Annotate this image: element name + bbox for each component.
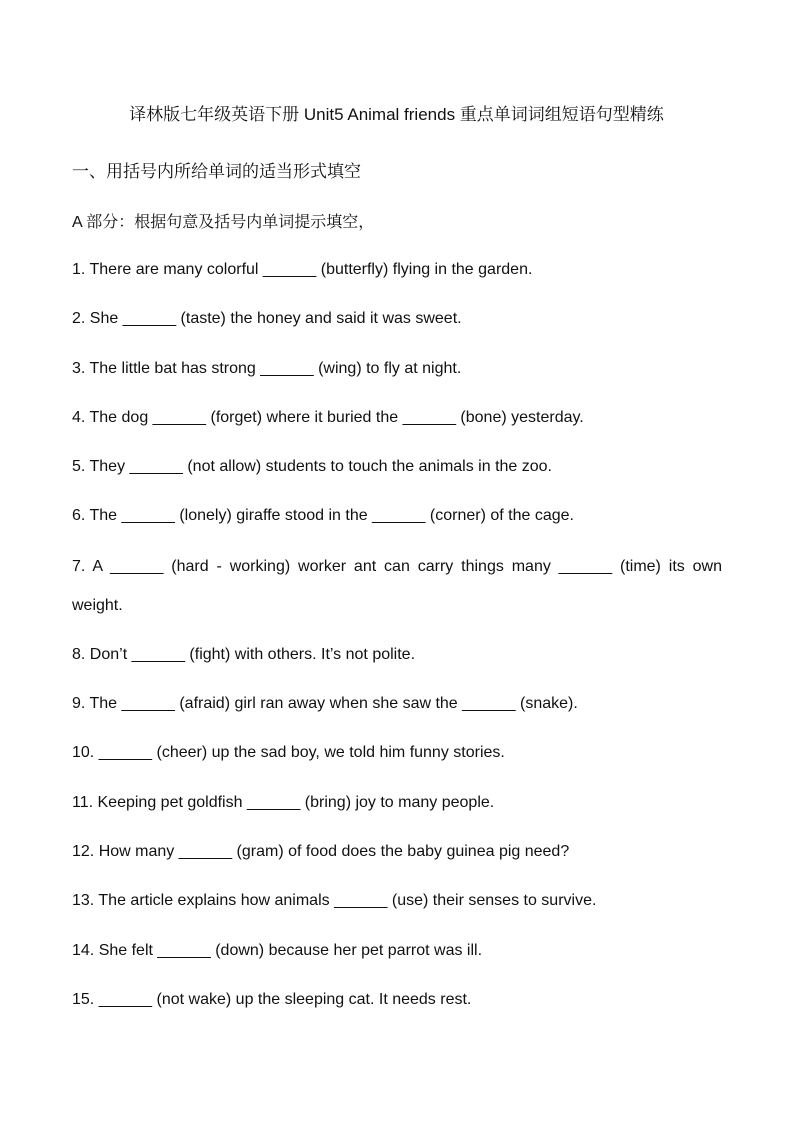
question-list bbox=[72, 258, 722, 1037]
question-item: 4. The dog ______ (forget) where it buried the ______ (bone) yesterday. bbox=[72, 408, 584, 426]
question-item: 6. The ______ (lonely) giraffe stood in the ______ (corner) of the cage. bbox=[72, 507, 574, 525]
question-item: 8. Don’t ______ (fight) with others. It’s not polite. bbox=[72, 645, 416, 663]
document-title: 译林版七年级英语下册 Unit5 Animal friends 重点单词词组短语句型精练 bbox=[129, 105, 664, 124]
question-item: 11. Keeping pet goldfish ______ (bring) joy to many people. bbox=[72, 793, 495, 811]
question-item: 5. They ______ (not allow) students to touch the animals in the zoo. bbox=[72, 458, 552, 476]
question-item: 3. The little bat has strong ______ (wing) to fly at night. bbox=[72, 359, 462, 377]
question-item: 13. The article explains how animals ______ (use) their senses to survive. bbox=[72, 892, 597, 910]
question-item: 10. ______ (cheer) up the sad boy, we told him funny stories. bbox=[72, 744, 505, 762]
question-item: 14. She felt ______ (down) because her pet parrot was ill. bbox=[72, 941, 483, 959]
question-item: 2. She ______ (taste) the honey and said it was sweet. bbox=[72, 310, 462, 328]
question-item: 7. A ______ (hard - working) worker ant can carry things many ______ (time) its own weight. bbox=[72, 557, 722, 614]
question-item: 12. How many ______ (gram) of food does the baby guinea pig need? bbox=[72, 842, 570, 860]
question-item: 9. The ______ (afraid) girl ran away when she saw the ______ (snake). bbox=[72, 695, 578, 713]
section-heading: 一、用括号内所给单词的适当形式填空 bbox=[72, 162, 361, 181]
question-item: 1. There are many colorful ______ (butterfly) flying in the garden. bbox=[72, 261, 533, 278]
question-item: 15. ______ (not wake) up the sleeping cat. It needs rest. bbox=[72, 990, 472, 1008]
part-heading: A 部分：根据句意及括号内单词提示填空， bbox=[72, 214, 375, 231]
